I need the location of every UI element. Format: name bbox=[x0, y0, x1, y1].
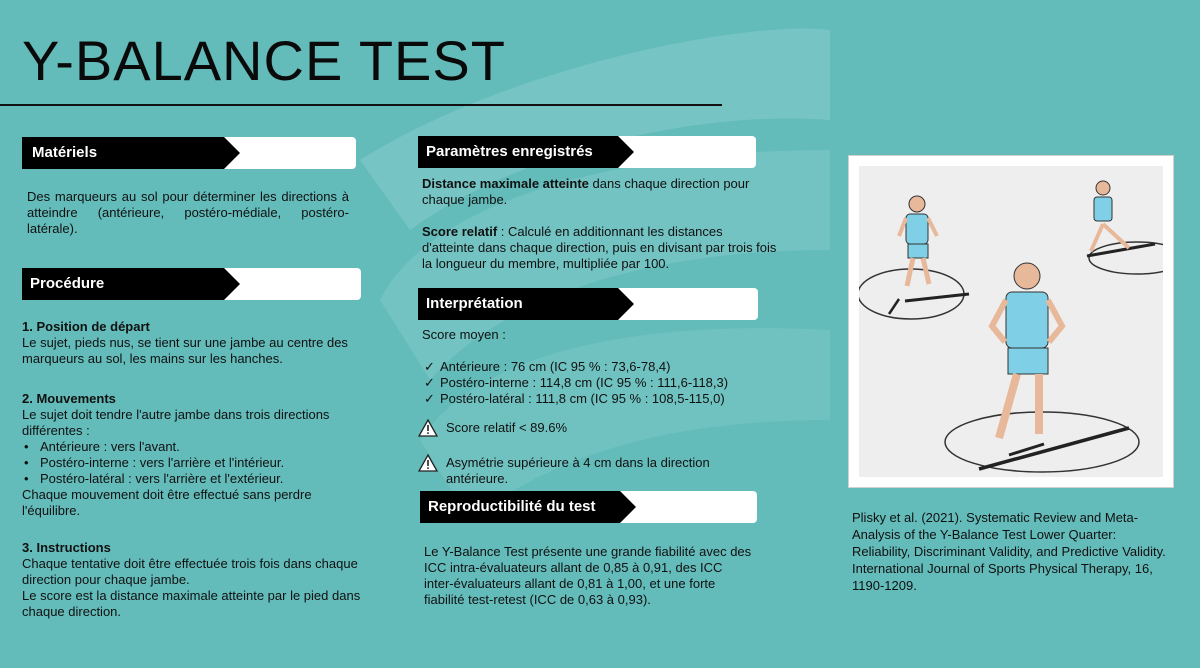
step2-after: Chaque mouvement doit être effectué sans perdre l'équilibre. bbox=[22, 487, 312, 518]
illustration-background bbox=[859, 166, 1163, 477]
param-score: Score relatif : Calculé en additionnant les distances d'atteinte dans chaque direction, puis en divisant par trois fois la longueur du membre, multipliée par 100. bbox=[422, 224, 777, 271]
warning-text: Score relatif < 89.6% bbox=[446, 420, 568, 435]
reproductibilite-header bbox=[420, 491, 757, 523]
list-item: ✓ Antérieure : 76 cm (IC 95 % : 73,6-78,4) bbox=[422, 359, 762, 375]
step2-list bbox=[22, 439, 367, 487]
procedure-heading: Procédure bbox=[30, 275, 105, 292]
materiels-heading: Matériels bbox=[32, 144, 98, 161]
reproductibilite-text: Le Y-Balance Test présente une grande fiabilité avec des ICC intra-évaluateurs allant de 0,85 à 0,91, des ICC inter-évaluateurs allant de 0,81 à 1,00, et une forte fiabilité test-retest (ICC de 0,63 à 0,93). bbox=[424, 544, 752, 607]
list-item: ✓ Postéro-latéral : 111,8 cm (IC 95 % : 108,5-115,0) bbox=[422, 391, 762, 407]
warning-triangle-icon bbox=[418, 454, 438, 472]
param-distance: Distance maximale atteinte dans chaque direction pour chaque jambe. bbox=[422, 176, 750, 207]
warning-triangle-icon bbox=[418, 419, 438, 437]
parametres-header bbox=[418, 136, 756, 168]
reproductibilite-heading: Reproductibilité du test bbox=[428, 498, 596, 515]
interpretation-list bbox=[422, 359, 762, 407]
list-item: ✓ Postéro-interne : 114,8 cm (IC 95 % : 111,6-118,3) bbox=[422, 375, 762, 391]
illustration-frame bbox=[848, 155, 1174, 488]
interpretation-header bbox=[418, 288, 758, 320]
page-title: Y-BALANCE TEST bbox=[22, 29, 506, 92]
list-item: • Postéro-interne : vers l'arrière et l'intérieur. bbox=[22, 455, 367, 471]
procedure-header bbox=[22, 268, 361, 300]
step3-text-1: Chaque tentative doit être effectuée trois fois dans chaque direction pour chaque jambe. bbox=[22, 556, 358, 587]
parametres-heading: Paramètres enregistrés bbox=[426, 143, 593, 160]
interpretation-subheading: Score moyen : bbox=[422, 327, 506, 342]
step2-text: Le sujet doit tendre l'autre jambe dans trois directions différentes : bbox=[22, 407, 330, 438]
y-balance-illustration bbox=[859, 166, 1163, 477]
step3-text-2: Le score est la distance maximale atteinte par le pied dans chaque direction. bbox=[22, 588, 361, 619]
materiels-header bbox=[22, 137, 356, 169]
step1-text: Le sujet, pieds nus, se tient sur une jambe au centre des marqueurs au sol, les mains sur les hanches. bbox=[22, 335, 348, 366]
title-divider bbox=[0, 104, 722, 106]
list-item: • Postéro-latéral : vers l'arrière et l'extérieur. bbox=[22, 471, 367, 487]
warning-text: Asymétrie supérieure à 4 cm dans la direction antérieure. bbox=[446, 455, 710, 486]
step3-title: 3. Instructions bbox=[22, 540, 111, 555]
procedure-body bbox=[22, 319, 367, 620]
warning-relative-score bbox=[418, 419, 758, 439]
materiels-text: Des marqueurs au sol pour déterminer les directions à atteindre (antérieure, postéro-médiale, postéro-latérale). bbox=[27, 189, 349, 236]
step1-title: 1. Position de départ bbox=[22, 319, 150, 334]
warning-asymmetry bbox=[418, 454, 758, 488]
list-item: • Antérieure : vers l'avant. bbox=[22, 439, 367, 455]
parametres-body bbox=[422, 176, 777, 272]
interpretation-heading: Interprétation bbox=[426, 295, 523, 312]
citation-text: Plisky et al. (2021). Systematic Review and Meta-Analysis of the Y-Balance Test Lower Quarter: Reliability, Discriminant Validity, and Predictive Validity. International Journal of Sports Physical Therapy, 16, 1190-1209. bbox=[852, 510, 1166, 593]
step2-title: 2. Mouvements bbox=[22, 391, 116, 406]
